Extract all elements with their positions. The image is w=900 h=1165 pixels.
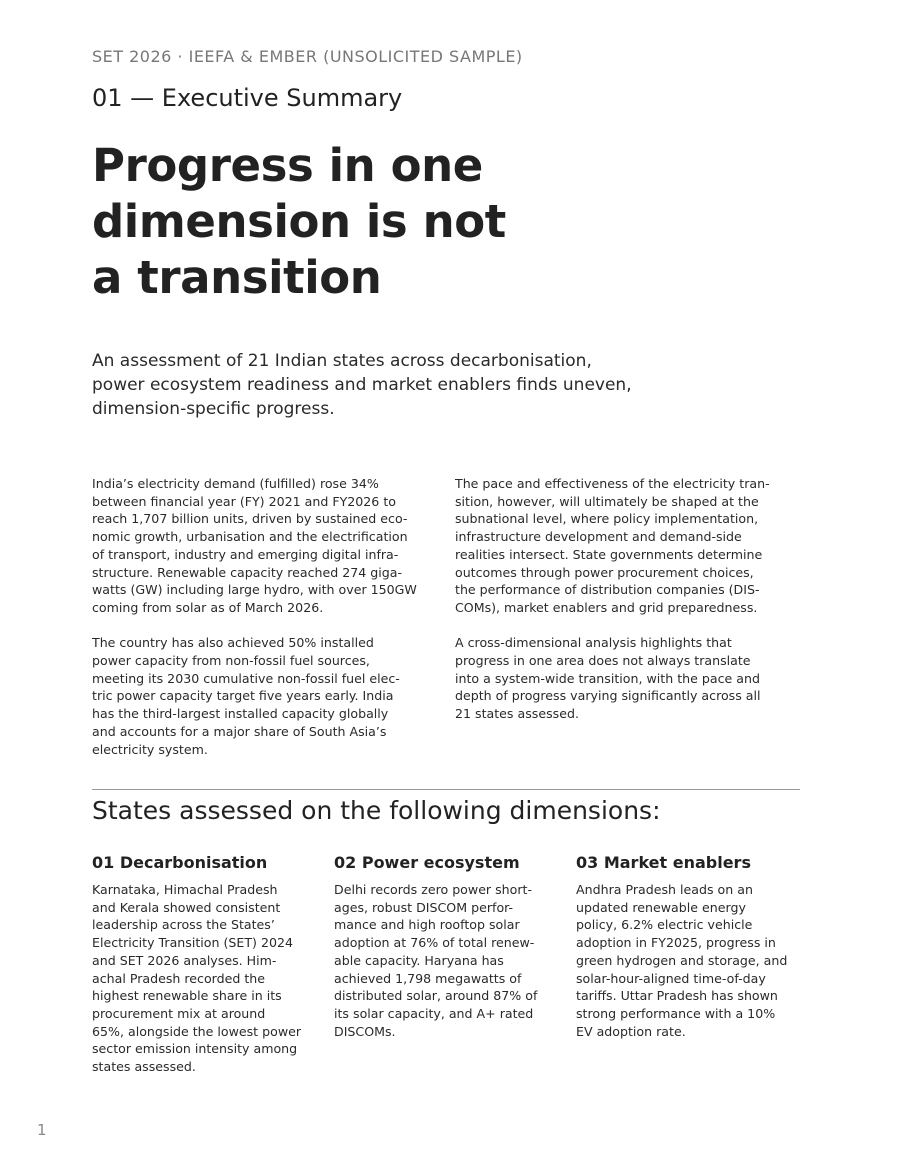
body-paragraph <box>92 634 442 758</box>
dimension-line: ages, robust DISCOM perfor- <box>334 899 514 915</box>
body-column-left <box>92 475 442 776</box>
body-line: meeting its 2030 cumulative non-fossil fuel elec- <box>92 670 400 686</box>
dimension-line: solar-hour-aligned time-of-day <box>576 970 766 986</box>
dimension-line: sector emission intensity among <box>92 1041 298 1057</box>
dimension-line: tariffs. Uttar Pradesh has shown <box>576 988 778 1004</box>
dimension-body <box>576 881 811 1040</box>
dimension-line: mance and high rooftop solar <box>334 917 520 933</box>
title-line: dimension is not <box>92 195 506 248</box>
body-line: infrastructure development and demand-side <box>455 529 742 545</box>
dimension-title: 03 Market enablers <box>576 853 751 872</box>
report-kicker: SET 2026 · IEEFA & EMBER (UNSOLICITED SAMPLE) <box>92 47 523 66</box>
body-line: progress in one area does not always translate <box>455 653 751 669</box>
dimension-line: states assessed. <box>92 1059 196 1075</box>
body-paragraph <box>92 475 442 617</box>
dimension-line: achal Pradesh recorded the <box>92 970 266 986</box>
dimension-line: able capacity. Haryana has <box>334 952 504 968</box>
title-line: a transition <box>92 251 382 304</box>
dimension-title: 02 Power ecosystem <box>334 853 520 872</box>
dimension-line: its solar capacity, and A+ rated <box>334 1005 534 1021</box>
dimension-line: achieved 1,798 megawatts of <box>334 970 522 986</box>
dimension-power-ecosystem <box>334 853 569 1040</box>
dimension-decarbonisation <box>92 853 327 1076</box>
body-line: power capacity from non-fossil fuel sources, <box>92 653 370 669</box>
body-paragraph <box>455 634 805 723</box>
body-line: tric power capacity target five years early. India <box>92 688 394 704</box>
dimension-market-enablers <box>576 853 811 1040</box>
body-line: sition, however, will ultimately be shaped at the <box>455 493 759 509</box>
body-line: coming from solar as of March 2026. <box>92 599 324 615</box>
body-line: realities intersect. State governments determine <box>455 546 763 562</box>
lede-paragraph <box>92 349 692 421</box>
body-line: depth of progress varying significantly across all <box>455 688 761 704</box>
dimensions-heading: States assessed on the following dimensions: <box>92 796 661 825</box>
page-title <box>92 138 592 306</box>
body-line: India’s electricity demand (fulfilled) rose 34% <box>92 476 379 491</box>
body-line: has the third-largest installed capacity globally <box>92 706 389 722</box>
body-line: A cross-dimensional analysis highlights that <box>455 635 732 651</box>
body-line: and accounts for a major share of South Asia’s <box>92 723 387 739</box>
lede-line: dimension-specific progress. <box>92 399 335 419</box>
dimension-body <box>334 881 569 1040</box>
body-line: COMs), market enablers and grid preparedness. <box>455 599 758 615</box>
body-line: The country has also achieved 50% installed <box>92 635 374 651</box>
body-line: nomic growth, urbanisation and the electrification <box>92 529 408 545</box>
dimension-line: Electricity Transition (SET) 2024 <box>92 935 293 951</box>
body-line: subnational level, where policy implementation, <box>455 511 759 527</box>
dimension-line: EV adoption rate. <box>576 1023 686 1039</box>
body-paragraph <box>455 475 805 617</box>
dimension-line: DISCOMs. <box>334 1023 396 1039</box>
dimension-line: updated renewable energy <box>576 899 746 915</box>
body-line: electricity system. <box>92 741 208 757</box>
dimension-line: and Kerala showed consistent <box>92 899 281 915</box>
dimension-line: procurement mix at around <box>92 1005 266 1021</box>
dimension-line: and SET 2026 analyses. Him- <box>92 952 277 968</box>
dimension-body <box>92 881 327 1076</box>
body-line: reach 1,707 billion units, driven by sustained eco- <box>92 511 408 527</box>
dimension-line: green hydrogen and storage, and <box>576 952 788 968</box>
body-line: The pace and effectiveness of the electricity tran- <box>455 476 770 491</box>
dimension-line: policy, 6.2% electric vehicle <box>576 917 753 933</box>
body-line: 21 states assessed. <box>455 706 579 722</box>
dimension-line: Andhra Pradesh leads on an <box>576 882 753 897</box>
body-line: watts (GW) including large hydro, with over 150GW <box>92 582 417 598</box>
body-line: of transport, industry and emerging digital infra- <box>92 546 399 562</box>
page-number: 1 <box>37 1121 47 1139</box>
dimension-title: 01 Decarbonisation <box>92 853 268 872</box>
dimension-line: adoption in FY2025, progress in <box>576 935 776 951</box>
body-column-right <box>455 475 805 741</box>
title-line: Progress in one <box>92 139 483 192</box>
dimension-line: strong performance with a 10% <box>576 1005 776 1021</box>
lede-line: An assessment of 21 Indian states across decarbonisation, <box>92 351 592 371</box>
dimension-line: highest renewable share in its <box>92 988 282 1004</box>
body-line: structure. Renewable capacity reached 274 giga- <box>92 564 403 580</box>
dimension-line: distributed solar, around 87% of <box>334 988 538 1004</box>
body-line: into a system-wide transition, with the pace and <box>455 670 760 686</box>
section-label: 01 — Executive Summary <box>92 84 403 112</box>
dimension-line: Delhi records zero power short- <box>334 882 533 897</box>
body-line: between financial year (FY) 2021 and FY2026 to <box>92 493 396 509</box>
dimension-line: adoption at 76% of total renew- <box>334 935 535 951</box>
lede-line: power ecosystem readiness and market enablers finds uneven, <box>92 375 632 395</box>
body-line: the performance of distribution companies (DIS- <box>455 582 760 598</box>
section-divider <box>92 789 800 790</box>
dimension-line: 65%, alongside the lowest power <box>92 1023 302 1039</box>
dimension-line: Karnataka, Himachal Pradesh <box>92 882 278 897</box>
dimension-line: leadership across the States’ <box>92 917 275 933</box>
body-line: outcomes through power procurement choices, <box>455 564 754 580</box>
